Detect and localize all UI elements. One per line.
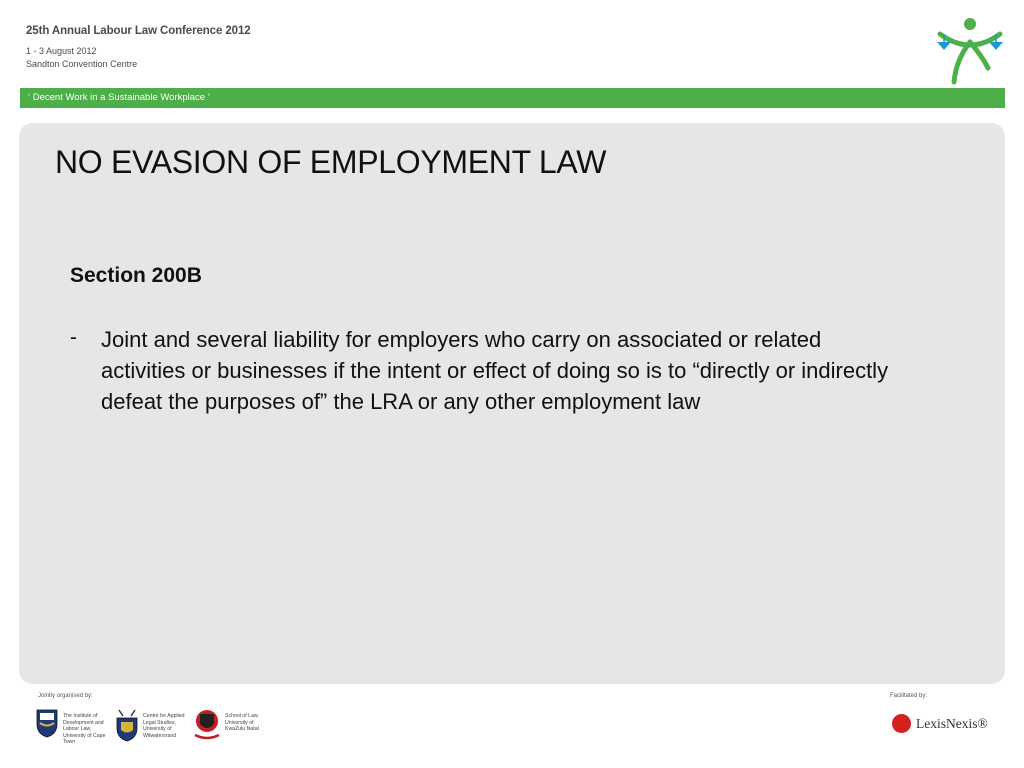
conference-title: 25th Annual Labour Law Conference 2012 [26,25,251,37]
conference-venue: Sandton Convention Centre [26,59,138,69]
tagline-text: ‘ Decent Work in a Sustainable Workplace ’ [28,92,210,103]
tagline-bar [20,88,1005,108]
bullet-text: Joint and several liability for employers who carry on associated or related activities or businesses if the intent or effect of doing so is to “directly or indirectly defeat the purposes of” the LRA or any other employment law [101,327,889,414]
ukzn-crest-icon [193,708,221,740]
uct-crest-icon [36,708,58,738]
organiser-wits: Centre for Applied Legal Studies, University of Witwatersrand [143,713,185,739]
bullet-marker: - [70,326,77,349]
wits-crest-icon [115,708,139,742]
slide-title: NO EVASION OF EMPLOYMENT LAW [55,144,607,180]
conference-dates: 1 - 3 August 2012 [26,46,97,56]
facilitated-by-label: Facilitated by: [890,693,928,699]
organiser-uct: The Institute of Development and Labour Law, University of Cape Town [63,713,106,746]
jointly-organised-label: Jointly organised by: [38,693,93,699]
sponsor-name: LexisNexis® [916,716,988,731]
section-heading: Section 200B [70,264,202,287]
lexisnexis-ball-icon [892,714,911,733]
organiser-ukzn: School of Law, University of KwaZulu Natal [225,713,259,733]
justice-figure-logo [936,16,1004,86]
